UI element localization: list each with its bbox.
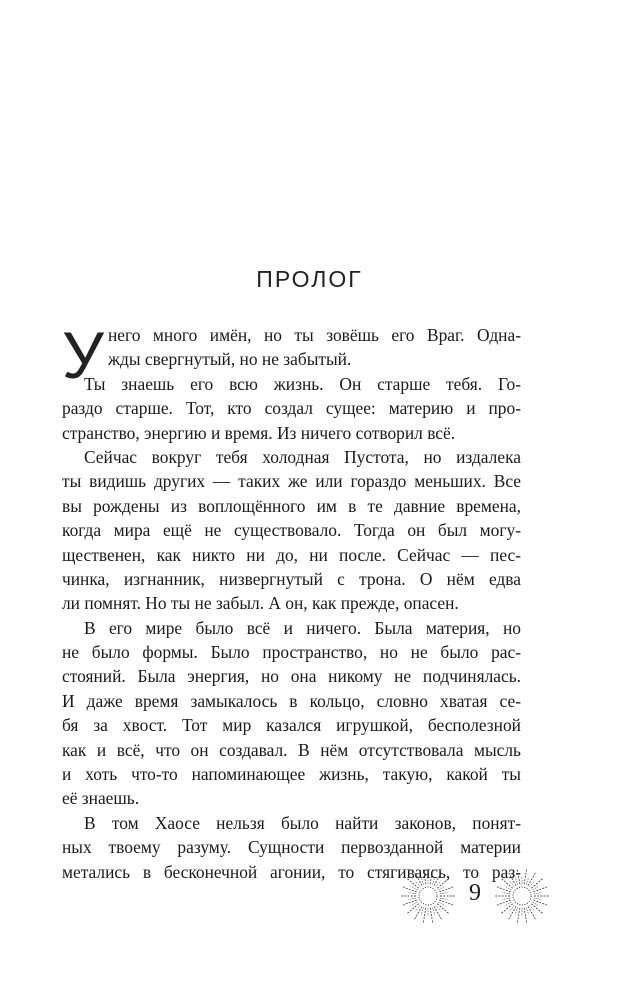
text-line: него много имён, но ты зовёшь его Враг. Одна- [108,325,521,345]
text-line: чинка, изгнанник, низвергнутый с трона. О нём едва [62,568,521,589]
sunburst-icon [494,868,550,924]
text-line: ли помнят. Но ты не забыл. А он, как прежде, опасен. [62,593,459,614]
page-number: 9 [469,880,481,906]
text-line: странство, энергию и время. Из ничего сотворил всё. [62,422,456,443]
text-line: раздо старше. Тот, кто создал сущее: материю и про- [62,398,521,419]
text-line: ных твоему разуму. Сущности первозданной материи [62,837,521,858]
text-line: Ты знаешь его всю жизнь. Он старше тебя. Го- [84,373,521,394]
text-line: её знаешь. [62,788,140,809]
text-line: и хоть что-то напоминающее жизнь, такую, какой ты [62,764,521,785]
text-line: щественен, как никто ни до, ни после. Сейчас — пес- [62,544,521,565]
text-line: жды свергнутый, но не забытый. [108,349,352,370]
text-line: метались в бесконечной агонии, то стягиваясь, то раз- [62,861,521,882]
text-line: стояний. Была энергия, но она никому не подчинялась. [62,666,521,687]
text-line: Сейчас вокруг тебя холодная Пустота, но издалека [84,446,521,467]
text-line: не было формы. Было пространство, но не было рас- [62,642,521,663]
chapter-title: ПРОЛОГ [256,266,363,292]
sunburst-icon [400,868,456,924]
text-line: вы рождены из воплощённого им в те давние времена, [62,495,521,516]
chapter-text [62,318,521,884]
text-line: И даже время замыкалось в кольцо, словно хватая се- [62,690,521,711]
page-footer [400,868,550,938]
text-line: В том Хаосе нельзя было найти законов, понят- [84,812,521,833]
text-line: как и всё, что он создавал. В нём отсутствовала мысль [62,739,521,760]
drop-cap: У [62,318,104,392]
text-line: В его мире было всё и ничего. Была материя, но [84,617,521,638]
text-line: когда мира ещё не существовало. Тогда он был могу- [62,520,521,541]
text-line: ты видишь других — таких же или гораздо меньших. Все [62,471,521,492]
text-line: бя за хвост. Тот мир казался игрушкой, бесполезной [62,715,521,736]
